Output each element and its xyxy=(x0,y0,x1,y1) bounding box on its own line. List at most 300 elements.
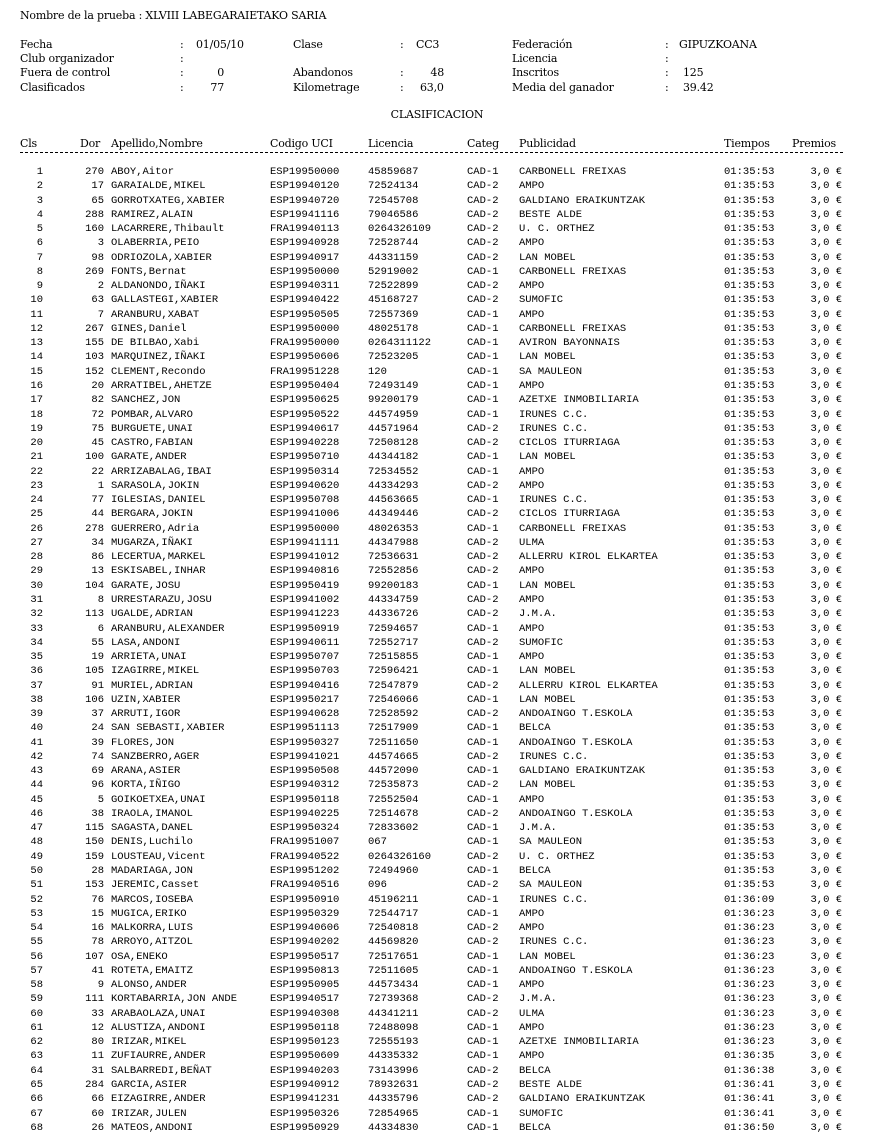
table-row xyxy=(0,479,874,493)
cell-licencia: 44574665 xyxy=(368,750,419,763)
cell-publicidad: J.M.A. xyxy=(519,608,557,621)
cell-name: ARRIETA,UNAI xyxy=(111,651,187,664)
info-value: 48 xyxy=(430,66,444,79)
cell-dor: 5 xyxy=(97,793,104,806)
cell-name: GARCIA,ASIER xyxy=(111,1079,187,1091)
cell-cls: 26 xyxy=(30,522,43,535)
info-colon: : xyxy=(665,81,669,94)
cell-dor: 76 xyxy=(91,893,104,906)
cell-premio: 3,0 € xyxy=(810,736,842,749)
cell-publicidad: AMPO xyxy=(519,237,545,250)
col-categ-header: Categ xyxy=(467,137,499,150)
cell-licencia: 72488098 xyxy=(368,1021,419,1034)
cell-cls: 3 xyxy=(36,194,43,207)
col-name-header: Apellido,Nombre xyxy=(111,137,203,150)
table-row xyxy=(0,950,874,964)
cell-licencia: 44341211 xyxy=(368,1007,419,1020)
cell-dor: 150 xyxy=(85,836,104,849)
cell-uci: ESP19950606 xyxy=(270,351,340,364)
cell-cls: 5 xyxy=(36,223,43,236)
cell-categ: CAD-1 xyxy=(467,351,499,364)
cell-uci: FRA19940522 xyxy=(270,850,340,863)
cell-cls: 49 xyxy=(30,850,43,863)
cell-cls: 40 xyxy=(30,722,43,735)
cell-uci: ESP19950929 xyxy=(270,1121,340,1134)
cell-licencia: 72493149 xyxy=(368,379,419,392)
race-title-value: XLVIII LABEGARAIETAKO SARIA xyxy=(145,9,327,22)
cell-categ: CAD-1 xyxy=(467,665,499,678)
cell-name: RAMIREZ,ALAIN xyxy=(111,208,193,221)
table-row xyxy=(0,664,874,678)
cell-cls: 55 xyxy=(30,936,43,949)
cell-licencia: 72555193 xyxy=(368,1036,419,1049)
table-row xyxy=(0,208,874,222)
cell-categ: CAD-2 xyxy=(467,565,499,578)
table-row xyxy=(0,964,874,978)
cell-uci: FRA19951007 xyxy=(270,836,340,849)
cell-dor: 288 xyxy=(85,208,104,221)
cell-tiempo: 01:35:53 xyxy=(724,750,775,763)
cell-publicidad: LAN MOBEL xyxy=(519,351,576,364)
cell-uci: ESP19950707 xyxy=(270,651,340,664)
race-title-label: Nombre de la prueba xyxy=(20,9,136,22)
cell-name: LOUSTEAU,Vicent xyxy=(111,850,206,863)
cell-tiempo: 01:35:53 xyxy=(724,836,775,849)
cell-name: IRAOLA,IMANOL xyxy=(111,807,193,820)
cell-premio: 3,0 € xyxy=(810,1007,842,1020)
cell-name: DE BILBAO,Xabi xyxy=(111,337,200,350)
cell-cls: 13 xyxy=(30,337,43,350)
cell-licencia: 44335796 xyxy=(368,1093,419,1106)
cell-publicidad: ALLERRU KIROL ELKARTEA xyxy=(519,551,658,564)
table-row xyxy=(0,593,874,607)
cell-dor: 82 xyxy=(91,394,104,407)
cell-categ: CAD-2 xyxy=(467,508,499,521)
cell-premio: 3,0 € xyxy=(810,608,842,621)
cell-premio: 3,0 € xyxy=(810,636,842,649)
cell-tiempo: 01:35:53 xyxy=(724,280,775,293)
table-row xyxy=(0,636,874,650)
cell-publicidad: SUMOFIC xyxy=(519,1107,564,1120)
cell-publicidad: LAN MOBEL xyxy=(519,451,576,464)
cell-name: MUGARZA,IÑAKI xyxy=(111,536,193,549)
cell-premio: 3,0 € xyxy=(810,479,842,492)
cell-licencia: 120 xyxy=(368,365,387,378)
cell-publicidad: GALDIANO ERAIKUNTZAK xyxy=(519,1093,646,1106)
cell-categ: CAD-2 xyxy=(467,879,499,892)
cell-licencia: 44335332 xyxy=(368,1050,419,1063)
cell-licencia: 72523205 xyxy=(368,351,419,364)
cell-premio: 3,0 € xyxy=(810,693,842,706)
cell-uci: ESP19941006 xyxy=(270,508,340,521)
table-row xyxy=(0,650,874,664)
cell-dor: 7 xyxy=(97,308,104,321)
cell-categ: CAD-2 xyxy=(467,807,499,820)
cell-licencia: 45196211 xyxy=(368,893,419,906)
cell-uci: ESP19950000 xyxy=(270,322,340,335)
cell-name: URRESTARAZU,JOSU xyxy=(111,593,212,606)
cell-categ: CAD-2 xyxy=(467,422,499,435)
cell-dor: 22 xyxy=(91,465,104,478)
cell-categ: CAD-1 xyxy=(467,579,499,592)
cell-dor: 3 xyxy=(97,237,104,250)
cell-name: KORTABARRIA,JON ANDE xyxy=(111,993,238,1006)
cell-categ: CAD-1 xyxy=(467,622,499,635)
cell-categ: CAD-1 xyxy=(467,337,499,350)
cell-cls: 46 xyxy=(30,807,43,820)
cell-tiempo: 01:35:53 xyxy=(724,494,775,507)
cell-dor: 33 xyxy=(91,1007,104,1020)
cell-dor: 2 xyxy=(97,280,104,293)
table-row xyxy=(0,750,874,764)
cell-licencia: 44331159 xyxy=(368,251,419,264)
info-value: 0 xyxy=(217,66,224,79)
cell-categ: CAD-1 xyxy=(467,693,499,706)
table-row xyxy=(0,393,874,407)
cell-name: GOIKOETXEA,UNAI xyxy=(111,793,206,806)
cell-categ: CAD-2 xyxy=(467,551,499,564)
cell-uci: ESP19941021 xyxy=(270,750,340,763)
cell-tiempo: 01:35:53 xyxy=(724,379,775,392)
info-colon: : xyxy=(180,66,184,79)
cell-dor: 159 xyxy=(85,850,104,863)
cell-uci: ESP19940617 xyxy=(270,422,340,435)
cell-name: IZAGIRRE,MIKEL xyxy=(111,665,200,678)
cell-name: ARRUTI,IGOR xyxy=(111,708,181,721)
cell-premio: 3,0 € xyxy=(810,593,842,606)
cell-premio: 3,0 € xyxy=(810,365,842,378)
cell-premio: 3,0 € xyxy=(810,337,842,350)
cell-categ: CAD-1 xyxy=(467,322,499,335)
cell-publicidad: LAN MOBEL xyxy=(519,779,576,792)
cell-cls: 66 xyxy=(30,1093,43,1106)
cell-premio: 3,0 € xyxy=(810,936,842,949)
cell-licencia: 72522899 xyxy=(368,280,419,293)
cell-dor: 37 xyxy=(91,708,104,721)
cell-uci: ESP19950905 xyxy=(270,979,340,992)
cell-uci: ESP19950327 xyxy=(270,736,340,749)
cell-tiempo: 01:35:53 xyxy=(724,565,775,578)
col-dor-header: Dor xyxy=(80,137,101,150)
cell-cls: 11 xyxy=(30,308,43,321)
cell-tiempo: 01:35:53 xyxy=(724,679,775,692)
cell-cls: 22 xyxy=(30,465,43,478)
cell-licencia: 72540818 xyxy=(368,922,419,935)
cell-premio: 3,0 € xyxy=(810,394,842,407)
table-row xyxy=(0,707,874,721)
info-colon: : xyxy=(665,38,669,51)
cell-publicidad: SA MAULEON xyxy=(519,365,583,378)
cell-publicidad: BESTE ALDE xyxy=(519,1079,583,1091)
cell-cls: 29 xyxy=(30,565,43,578)
table-row xyxy=(0,907,874,921)
cell-dor: 19 xyxy=(91,651,104,664)
cell-licencia: 44571964 xyxy=(368,422,419,435)
cell-premio: 3,0 € xyxy=(810,1079,842,1091)
cell-name: MURIEL,ADRIAN xyxy=(111,679,193,692)
cell-dor: 267 xyxy=(85,322,104,335)
cell-premio: 3,0 € xyxy=(810,922,842,935)
cell-licencia: 72494960 xyxy=(368,865,419,878)
cell-dor: 16 xyxy=(91,922,104,935)
cell-premio: 3,0 € xyxy=(810,793,842,806)
cell-dor: 66 xyxy=(91,1093,104,1106)
table-row xyxy=(0,622,874,636)
cell-dor: 115 xyxy=(85,822,104,835)
cell-cls: 48 xyxy=(30,836,43,849)
cell-licencia: 72517651 xyxy=(368,950,419,963)
cell-publicidad: AMPO xyxy=(519,922,545,935)
cell-premio: 3,0 € xyxy=(810,180,842,193)
cell-categ: CAD-2 xyxy=(467,251,499,264)
cell-uci: ESP19950000 xyxy=(270,265,340,278)
cell-publicidad: BELCA xyxy=(519,1064,551,1077)
cell-licencia: 72514678 xyxy=(368,807,419,820)
cell-premio: 3,0 € xyxy=(810,622,842,635)
cell-dor: 26 xyxy=(91,1121,104,1134)
info-label: Media del ganador xyxy=(512,81,614,94)
cell-tiempo: 01:35:53 xyxy=(724,166,775,178)
cell-dor: 278 xyxy=(85,522,104,535)
cell-dor: 34 xyxy=(91,536,104,549)
cell-cls: 56 xyxy=(30,950,43,963)
cell-categ: CAD-2 xyxy=(467,779,499,792)
cell-tiempo: 01:35:53 xyxy=(724,651,775,664)
table-row xyxy=(0,679,874,693)
cell-uci: ESP19950703 xyxy=(270,665,340,678)
cell-licencia: 72511650 xyxy=(368,736,419,749)
cell-tiempo: 01:35:53 xyxy=(724,479,775,492)
cell-categ: CAD-1 xyxy=(467,265,499,278)
table-row xyxy=(0,179,874,193)
cell-licencia: 72515855 xyxy=(368,651,419,664)
cell-categ: CAD-1 xyxy=(467,836,499,849)
cell-tiempo: 01:35:53 xyxy=(724,408,775,421)
cell-tiempo: 01:36:23 xyxy=(724,1007,775,1020)
cell-categ: CAD-1 xyxy=(467,494,499,507)
cell-uci: ESP19941012 xyxy=(270,551,340,564)
cell-cls: 41 xyxy=(30,736,43,749)
cell-premio: 3,0 € xyxy=(810,451,842,464)
cell-licencia: 44334759 xyxy=(368,593,419,606)
cell-categ: CAD-1 xyxy=(467,1021,499,1034)
cell-dor: 152 xyxy=(85,365,104,378)
cell-cls: 19 xyxy=(30,422,43,435)
info-colon: : xyxy=(180,38,184,51)
info-colon: : xyxy=(180,52,184,65)
cell-publicidad: IRUNES C.C. xyxy=(519,408,589,421)
cell-categ: CAD-1 xyxy=(467,651,499,664)
cell-tiempo: 01:35:53 xyxy=(724,180,775,193)
cell-publicidad: SA MAULEON xyxy=(519,836,583,849)
cell-name: ARANBURU,ALEXANDER xyxy=(111,622,225,635)
cell-name: SANZBERRO,AGER xyxy=(111,750,200,763)
cell-tiempo: 01:36:23 xyxy=(724,964,775,977)
cell-uci: ESP19940628 xyxy=(270,708,340,721)
cell-uci: ESP19950708 xyxy=(270,494,340,507)
cell-publicidad: GALDIANO ERAIKUNTZAK xyxy=(519,765,646,778)
cell-tiempo: 01:36:41 xyxy=(724,1093,775,1106)
table-row xyxy=(0,365,874,379)
cell-uci: ESP19940606 xyxy=(270,922,340,935)
cell-cls: 2 xyxy=(36,180,43,193)
cell-publicidad: IRUNES C.C. xyxy=(519,422,589,435)
cell-licencia: 99200179 xyxy=(368,394,419,407)
cell-publicidad: AMPO xyxy=(519,793,545,806)
table-row xyxy=(0,1021,874,1035)
cell-premio: 3,0 € xyxy=(810,379,842,392)
cell-premio: 3,0 € xyxy=(810,1036,842,1049)
cell-categ: CAD-1 xyxy=(467,979,499,992)
cell-tiempo: 01:35:53 xyxy=(724,451,775,464)
cell-publicidad: AZETXE INMOBILIARIA xyxy=(519,394,639,407)
cell-dor: 77 xyxy=(91,494,104,507)
cell-tiempo: 01:35:53 xyxy=(724,622,775,635)
cell-premio: 3,0 € xyxy=(810,765,842,778)
cell-premio: 3,0 € xyxy=(810,836,842,849)
cell-publicidad: AMPO xyxy=(519,979,545,992)
table-row xyxy=(0,550,874,564)
cell-uci: ESP19941231 xyxy=(270,1093,340,1106)
table-row xyxy=(0,507,874,521)
cell-premio: 3,0 € xyxy=(810,308,842,321)
cell-publicidad: AZETXE INMOBILIARIA xyxy=(519,1036,639,1049)
cell-publicidad: CARBONELL FREIXAS xyxy=(519,322,627,335)
cell-premio: 3,0 € xyxy=(810,494,842,507)
cell-tiempo: 01:35:53 xyxy=(724,351,775,364)
table-row xyxy=(0,607,874,621)
cell-name: FLORES,JON xyxy=(111,736,175,749)
cell-uci: ESP19940422 xyxy=(270,294,340,307)
cell-publicidad: AMPO xyxy=(519,180,545,193)
cell-publicidad: IRUNES C.C. xyxy=(519,893,589,906)
table-row xyxy=(0,222,874,236)
cell-dor: 91 xyxy=(91,679,104,692)
cell-name: SAGASTA,DANEL xyxy=(111,822,193,835)
table-row xyxy=(0,450,874,464)
cell-categ: CAD-1 xyxy=(467,1107,499,1120)
cell-uci: ESP19940720 xyxy=(270,194,340,207)
cell-uci: FRA19951228 xyxy=(270,365,340,378)
cell-name: GORROTXATEG,XABIER xyxy=(111,194,225,207)
cell-publicidad: AMPO xyxy=(519,308,545,321)
cell-categ: CAD-1 xyxy=(467,907,499,920)
cell-publicidad: ANDOAINGO T.ESKOLA xyxy=(519,964,633,977)
cell-publicidad: U. C. ORTHEZ xyxy=(519,850,595,863)
cell-tiempo: 01:35:53 xyxy=(724,265,775,278)
table-row xyxy=(0,1078,874,1092)
cell-name: ALDANONDO,IÑAKI xyxy=(111,280,206,293)
cell-cls: 34 xyxy=(30,636,43,649)
cell-tiempo: 01:35:53 xyxy=(724,579,775,592)
cell-licencia: 44574959 xyxy=(368,408,419,421)
cell-publicidad: GALDIANO ERAIKUNTZAK xyxy=(519,194,646,207)
cell-tiempo: 01:35:53 xyxy=(724,793,775,806)
table-row xyxy=(0,764,874,778)
cell-cls: 35 xyxy=(30,651,43,664)
cell-premio: 3,0 € xyxy=(810,1050,842,1063)
cell-name: BERGARA,JOKIN xyxy=(111,508,193,521)
info-colon: : xyxy=(665,52,669,65)
cell-premio: 3,0 € xyxy=(810,950,842,963)
cell-publicidad: AMPO xyxy=(519,465,545,478)
cell-tiempo: 01:35:53 xyxy=(724,194,775,207)
cell-dor: 80 xyxy=(91,1036,104,1049)
cell-cls: 39 xyxy=(30,708,43,721)
cell-uci: ESP19950919 xyxy=(270,622,340,635)
cell-licencia: 72544717 xyxy=(368,907,419,920)
cell-premio: 3,0 € xyxy=(810,508,842,521)
cell-tiempo: 01:36:23 xyxy=(724,950,775,963)
cell-cls: 38 xyxy=(30,693,43,706)
cell-uci: ESP19950123 xyxy=(270,1036,340,1049)
table-row xyxy=(0,165,874,179)
cell-cls: 58 xyxy=(30,979,43,992)
cell-tiempo: 01:35:53 xyxy=(724,665,775,678)
cell-cls: 60 xyxy=(30,1007,43,1020)
cell-cls: 50 xyxy=(30,865,43,878)
cell-categ: CAD-2 xyxy=(467,993,499,1006)
cell-tiempo: 01:36:09 xyxy=(724,893,775,906)
cell-name: KORTA,IÑIGO xyxy=(111,779,181,792)
cell-licencia: 0264326109 xyxy=(368,223,432,236)
cell-uci: ESP19940416 xyxy=(270,679,340,692)
cell-dor: 38 xyxy=(91,807,104,820)
cell-premio: 3,0 € xyxy=(810,408,842,421)
cell-dor: 55 xyxy=(91,636,104,649)
table-row xyxy=(0,693,874,707)
info-value: 77 xyxy=(210,81,224,94)
cell-premio: 3,0 € xyxy=(810,879,842,892)
cell-tiempo: 01:35:53 xyxy=(724,865,775,878)
cell-tiempo: 01:35:53 xyxy=(724,807,775,820)
cell-uci: ESP19950710 xyxy=(270,451,340,464)
table-row xyxy=(0,807,874,821)
table-row xyxy=(0,893,874,907)
table-row xyxy=(0,322,874,336)
cell-dor: 284 xyxy=(85,1079,104,1091)
cell-premio: 3,0 € xyxy=(810,979,842,992)
cell-uci: ESP19950522 xyxy=(270,408,340,421)
cell-uci: ESP19940228 xyxy=(270,437,340,450)
cell-cls: 17 xyxy=(30,394,43,407)
table-row xyxy=(0,422,874,436)
table-row xyxy=(0,265,874,279)
cell-publicidad: SA MAULEON xyxy=(519,879,583,892)
cell-publicidad: CICLOS ITURRIAGA xyxy=(519,437,620,450)
cell-uci: ESP19940611 xyxy=(270,636,340,649)
cell-categ: CAD-1 xyxy=(467,308,499,321)
cell-publicidad: IRUNES C.C. xyxy=(519,750,589,763)
cell-publicidad: ULMA xyxy=(519,1007,545,1020)
cell-categ: CAD-1 xyxy=(467,465,499,478)
info-value: 125 xyxy=(683,66,704,79)
cell-dor: 65 xyxy=(91,194,104,207)
cell-licencia: 72545708 xyxy=(368,194,419,207)
cell-publicidad: AVIRON BAYONNAIS xyxy=(519,337,620,350)
cell-name: GALLASTEGI,XABIER xyxy=(111,294,219,307)
cell-dor: 269 xyxy=(85,265,104,278)
cell-licencia: 72511605 xyxy=(368,964,419,977)
cell-tiempo: 01:35:53 xyxy=(724,522,775,535)
cell-uci: ESP19951113 xyxy=(270,722,340,735)
info-colon: : xyxy=(665,66,669,79)
cell-uci: ESP19940308 xyxy=(270,1007,340,1020)
cell-publicidad: LAN MOBEL xyxy=(519,665,576,678)
table-row xyxy=(0,1035,874,1049)
cell-cls: 7 xyxy=(36,251,43,264)
info-colon: : xyxy=(400,81,404,94)
